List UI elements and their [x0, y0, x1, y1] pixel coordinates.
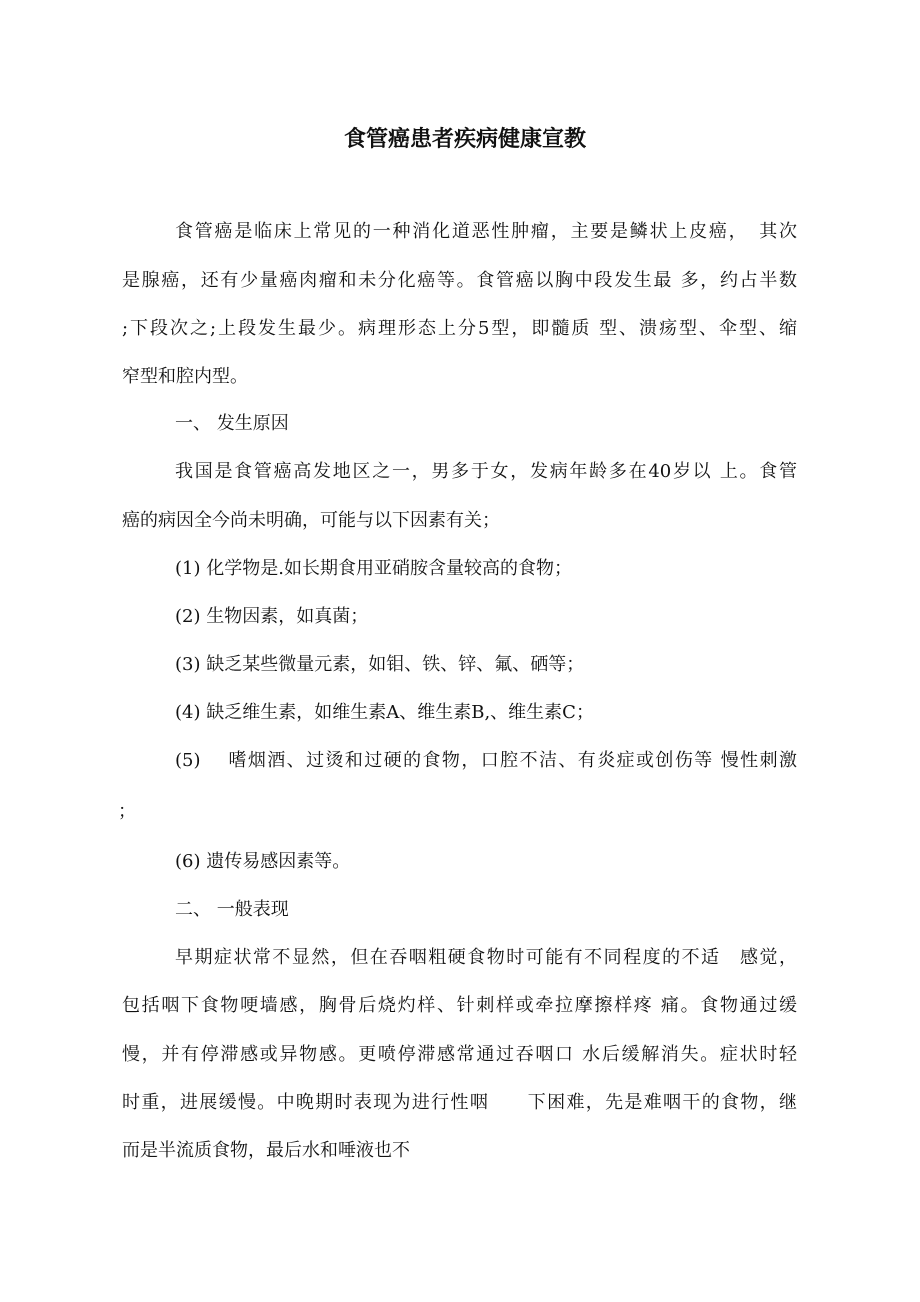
intro-line: 是腺癌，还有少量癌肉瘤和未分化癌等。食管癌以胸中段发生最 多，约占半数 — [122, 270, 797, 291]
list-item: (4) 缺乏维生素，如维生素A、维生素B,、维生素C； — [175, 702, 594, 723]
intro-line: ;下段次之;上段发生最少。病理形态上分5型，即髓质 型、溃疡型、伞型、缩 — [122, 318, 797, 339]
list-item: (5) 嗜烟酒、过烫和过硬的食物，口腔不洁、有炎症或创伤等 慢性刺激 — [175, 750, 797, 771]
paragraph-line: 包括咽下食物哽墙感，胸骨后烧灼样、针刺样或牵拉摩擦样疼 痛。食物通过缓 — [122, 995, 797, 1016]
paragraph-line: 我国是食管癌高发地区之一，男多于女，发病年龄多在40岁以 上。食管 — [175, 461, 797, 482]
list-item: (6) 遗传易感因素等。 — [175, 851, 351, 872]
paragraph-line: 早期症状常不显然，但在吞咽粗硬食物时可能有不同程度的不适 感觉， — [175, 947, 797, 968]
intro-line: 食管癌是临床上常见的一种消化道恶性肿瘤，主要是鳞状上皮癌， 其次 — [175, 221, 797, 242]
list-item-continuation: ； — [118, 801, 136, 822]
document-title: 食管癌患者疾病健康宣教 — [343, 126, 586, 152]
list-item: (1) 化学物是.如长期食用亚硝胺含量较高的食物； — [175, 558, 572, 579]
section-heading: 二、 一般表现 — [175, 899, 289, 920]
paragraph-line: 慢，并有停滞感或异物感。更喷停滞感常通过吞咽口 水后缓解消失。症状时轻 — [122, 1044, 797, 1065]
list-item: (3) 缺乏某些微量元素，如钼、铁、锌、氟、硒等； — [175, 654, 585, 675]
intro-line: 窄型和腔内型。 — [122, 366, 248, 387]
list-item: (2) 生物因素，如真菌； — [175, 606, 369, 627]
paragraph-line: 而是半流质食物，最后水和唾液也不 — [122, 1140, 410, 1161]
paragraph-line: 时重，进展缓慢。中晚期时表现为进行性咽 下困难，先是难咽干的食物，继 — [122, 1092, 797, 1113]
paragraph-line: 癌的病因全今尚未明确，可能与以下因素有关； — [122, 510, 500, 531]
section-heading: 一、 发生原因 — [175, 413, 289, 434]
